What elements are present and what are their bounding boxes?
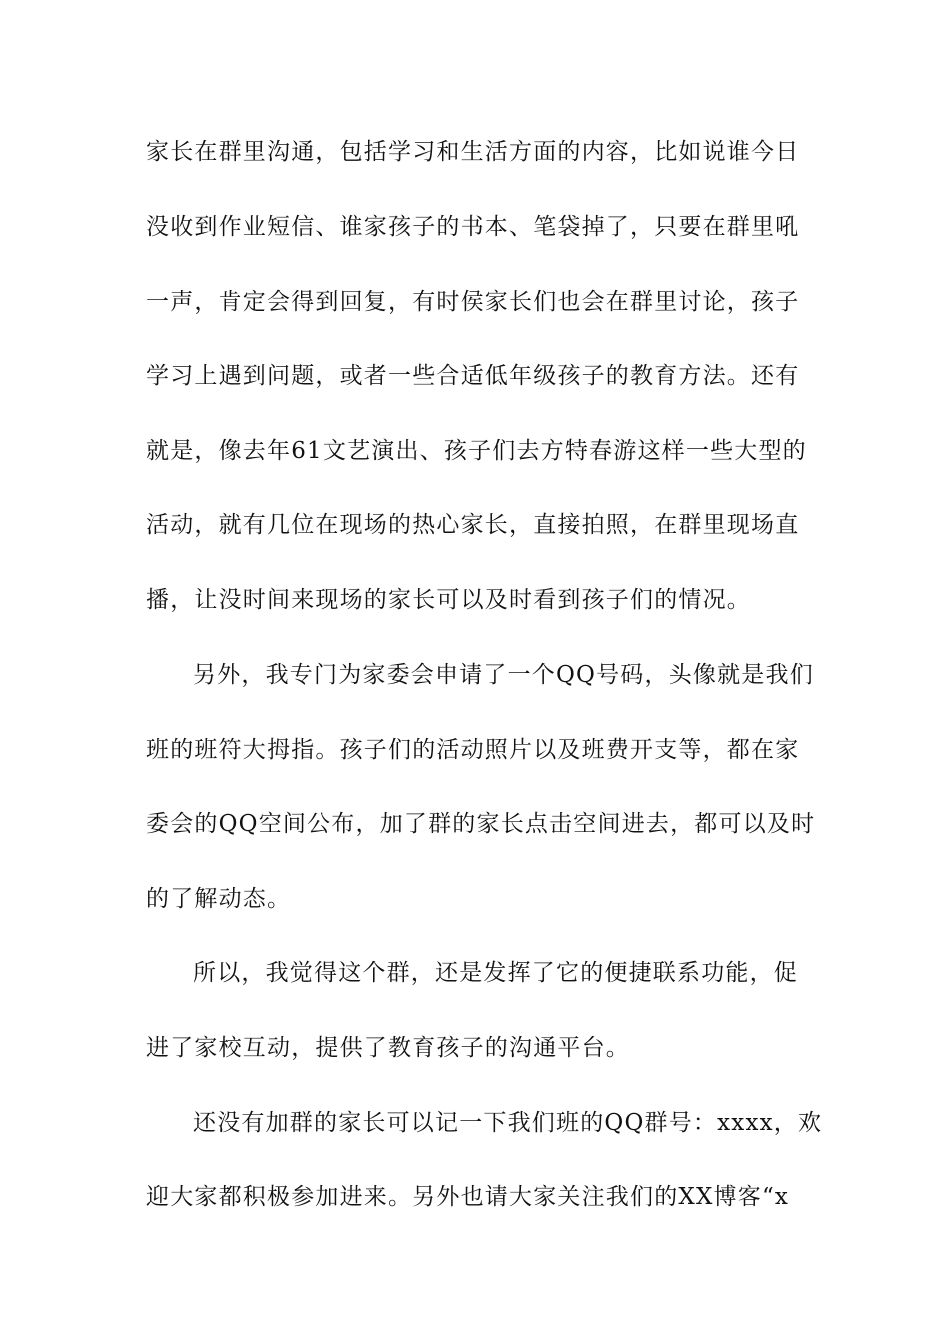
paragraph-line: 没收到作业短信、谁家孩子的书本、笔袋掉了，只要在群里吼 xyxy=(146,214,800,240)
paragraph-line: 还没有加群的家长可以记一下我们班的QQ群号：xxxx，欢 xyxy=(193,1110,823,1136)
paragraph-line: 另外，我专门为家委会申请了一个QQ号码，头像就是我们 xyxy=(193,662,814,688)
paragraph-line: 播，让没时间来现场的家长可以及时看到孩子们的情况。 xyxy=(146,587,751,613)
paragraph-line: 活动，就有几位在现场的热心家长，直接拍照，在群里现场直 xyxy=(146,512,800,538)
paragraph-line: 委会的QQ空间公布，加了群的家长点击空间进去，都可以及时 xyxy=(146,811,816,837)
paragraph-line: 所以，我觉得这个群，还是发挥了它的便捷联系功能，促 xyxy=(193,960,798,986)
paragraph-line: 就是，像去年61文艺演出、孩子们去方特春游这样一些大型的 xyxy=(146,438,807,464)
paragraph-line: 的了解动态。 xyxy=(146,886,292,912)
paragraph-line: 进了家校互动，提供了教育孩子的沟通平台。 xyxy=(146,1035,630,1061)
paragraph-line: 迎大家都积极参加进来。另外也请大家关注我们的XX博客“x xyxy=(146,1184,790,1210)
paragraph-line: 一声，肯定会得到回复，有时侯家长们也会在群里讨论，孩子 xyxy=(146,289,800,315)
paragraph-line: 学习上遇到问题，或者一些合适低年级孩子的教育方法。还有 xyxy=(146,363,800,389)
paragraph-line: 班的班符大拇指。孩子们的活动照片以及班费开支等，都在家 xyxy=(146,737,800,763)
paragraph-line: 家长在群里沟通，包括学习和生活方面的内容，比如说谁今日 xyxy=(146,139,800,165)
